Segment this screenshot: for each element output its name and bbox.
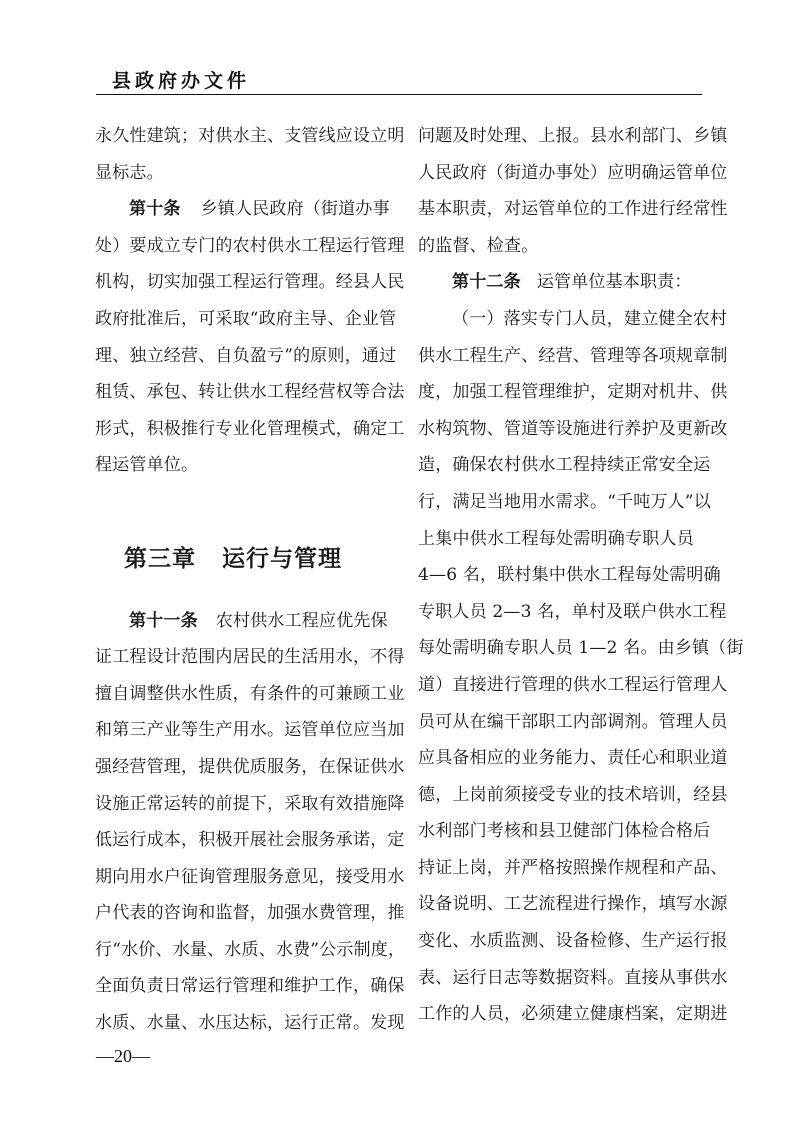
text-line: 强经营管理，提供优质服务，在保证供水 [95, 756, 405, 777]
text-line: 擅自调整供水性质，有条件的可兼顾工业 [95, 683, 405, 704]
text-line: 水利部门考核和县卫健部门体检合格后 [418, 821, 711, 842]
text-line: 形式，积极推行专业化管理模式，确定工 [95, 418, 405, 439]
text-line: 持证上岗，并严格按照操作规程和产品、 [418, 857, 728, 878]
chapter-title: 运行与管理 [222, 545, 342, 572]
article-11-label: 第十一条 [129, 610, 198, 631]
article-12-heading-line [418, 264, 694, 301]
article-10-label: 第十条 [129, 199, 181, 220]
page-number: —20— [96, 1046, 150, 1066]
text-line: 行，满足当地用水需求。“千吨万人”以 [418, 491, 711, 512]
article-11-heading-line [95, 603, 388, 640]
article-12-label: 第十二条 [452, 272, 521, 293]
header-rule [96, 94, 702, 95]
text-line: 机构，切实加强工程运行管理。经县人民 [95, 272, 405, 293]
text-line: 理、独立经营、自负盈亏”的原则，通过 [95, 345, 397, 366]
article-10-heading-line [95, 191, 390, 228]
text-line: 水构筑物、管道等设施进行养护及更新改 [418, 418, 728, 439]
text-line: 度，加强工程管理维护，定期对机井、供 [418, 382, 728, 403]
document-header-title: 县政府办文件 [112, 70, 251, 92]
text-line: 设施正常运转的前提下，采取有效措施降 [95, 793, 405, 814]
text-line: 造，确保农村供水工程持续正常安全运 [418, 455, 711, 476]
text-line: 应具备相应的业务能力、责任心和职业道 [418, 748, 728, 769]
text-line: 基本职责，对运管单位的工作进行经常性 [418, 199, 728, 220]
text-line: 人民政府（街道办事处）应明确运管单位 [418, 162, 728, 183]
text-line: 变化、水质监测、设备检修、生产运行报 [418, 931, 728, 952]
text-line: 和第三产业等生产用水。运管单位应当加 [95, 720, 405, 741]
text-line: 工作的人员，必须建立健康档案，定期进 [418, 1004, 728, 1025]
article-10-text: 乡镇人民政府（街道办事 [200, 199, 390, 220]
text-line: 表、运行日志等数据资料。直接从事供水 [418, 967, 728, 988]
text-line: 证工程设计范围内居民的生活用水，不得 [95, 647, 405, 668]
text-line: 设备说明、工艺流程进行操作，填写水源 [418, 894, 728, 915]
item-1-first-line: （一）落实专门人员，建立健全农村 [452, 308, 728, 329]
text-line: 政府批准后，可采取“政府主导、企业管 [95, 308, 397, 329]
text-line: 期向用水户征询管理服务意见，接受用水 [95, 866, 405, 887]
text-line: 德，上岗前须接受专业的技术培训，经县 [418, 784, 728, 805]
text-line: 全面负责日常运行管理和维护工作，确保 [95, 976, 405, 997]
text-line: 水质、水量、水压达标，运行正常。发现 [95, 1013, 405, 1034]
text-line: 户代表的咨询和监督，加强水费管理，推 [95, 903, 405, 924]
text-line: 永久性建筑；对供水主、支管线应设立明 [95, 126, 405, 146]
text-line: 每处需明确专职人员 1—2 名。由乡镇（街 [418, 638, 744, 659]
chapter-heading [95, 521, 371, 597]
text-line: 上集中供水工程每处需明确专职人员 [418, 528, 694, 549]
text-line: 程运管单位。 [95, 455, 199, 476]
text-line: 道）直接进行管理的供水工程运行管理人 [418, 674, 728, 695]
chapter-number: 第三章 [124, 545, 196, 572]
article-11-text: 农村供水工程应优先保 [215, 610, 388, 631]
article-12-text: 运管单位基本职责： [536, 272, 692, 293]
left-column [95, 118, 406, 1042]
text-line: 供水工程生产、经营、管理等各项规章制 [418, 345, 728, 366]
text-line: 处）要成立专门的农村供水工程运行管理 [95, 235, 405, 256]
text-line: 行“水价、水量、水质、水费”公示制度， [95, 939, 406, 960]
text-line: 问题及时处理、上报。县水利部门、乡镇 [418, 126, 728, 146]
text-line: 租赁、承包、转让供水工程经营权等合法 [95, 382, 405, 403]
text-line: 的监督、检查。 [418, 235, 539, 256]
text-line: 低运行成本，积极开展社会服务承诺，定 [95, 830, 405, 851]
text-line: 4—6 名，联村集中供水工程每处需明确 [418, 565, 721, 586]
text-line: 专职人员 2—3 名，单村及联户供水工程 [418, 601, 727, 622]
text-line: 显标志。 [95, 162, 164, 183]
text-line: 员可从在编干部职工内部调剂。管理人员 [418, 711, 728, 732]
right-column [418, 118, 744, 1033]
